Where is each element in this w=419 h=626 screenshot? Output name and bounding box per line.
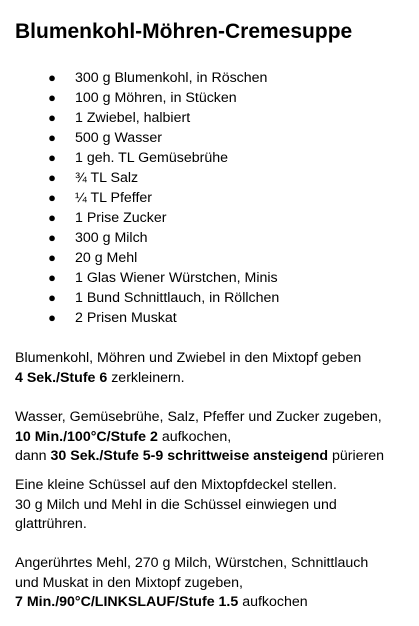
ingredient-text: 1 Zwiebel, halbiert xyxy=(75,110,191,126)
recipe-title: Blumenkohl-Möhren-Cremesuppe xyxy=(15,20,353,43)
bullet-icon: ● xyxy=(48,250,56,265)
step-2-paragraph xyxy=(15,408,384,467)
step-2-line-1: Wasser, Gemüsebrühe, Salz, Pfeffer und Zucker zugeben, xyxy=(15,409,382,425)
step-3-line-2: 30 g Milch und Mehl in die Schüssel einwiegen und xyxy=(15,496,337,513)
step-2-setting-1: 10 Min./100°C/Stufe 2 xyxy=(15,428,158,445)
bullet-icon: ● xyxy=(48,110,56,125)
bullet-icon: ● xyxy=(48,210,56,225)
ingredient-text: 1 Bund Schnittlauch, in Röllchen xyxy=(75,290,280,306)
bullet-icon: ● xyxy=(48,130,56,145)
step-3-line-3: glattrühren. xyxy=(15,516,87,532)
bullet-icon: ● xyxy=(48,90,56,105)
step-2-setting-2: 30 Sek./Stufe 5-9 schrittweise ansteigend xyxy=(50,448,329,464)
step-4-line-3 xyxy=(15,593,368,613)
step-4-action: aufkochen xyxy=(238,594,308,610)
step-4-line-2: und Muskat in den Mixtopf zugeben, xyxy=(15,574,243,591)
bullet-icon: ● xyxy=(48,150,56,165)
step-2-action-2: pürieren xyxy=(328,448,385,464)
bullet-icon: ● xyxy=(48,270,56,285)
ingredient-text: 300 g Milch xyxy=(75,230,148,246)
ingredient-text: 1 Glas Wiener Würstchen, Minis xyxy=(75,270,278,286)
step-1-line-2 xyxy=(15,369,361,389)
step-1-paragraph xyxy=(15,349,361,388)
ingredient-text: 20 g Mehl xyxy=(75,250,138,266)
bullet-icon: ● xyxy=(48,170,56,185)
bullet-icon: ● xyxy=(48,310,56,325)
step-2-line-2 xyxy=(15,428,384,448)
ingredient-text: 300 g Blumenkohl, in Röschen xyxy=(75,70,268,86)
bullet-icon: ● xyxy=(48,290,56,305)
step-1-action: zerkleinern. xyxy=(107,369,185,386)
ingredient-text: 500 g Wasser xyxy=(75,130,163,146)
step-2-prefix: dann xyxy=(15,448,51,464)
step-1-line-1: Blumenkohl, Möhren und Zwiebel in den Mixtopf geben xyxy=(15,350,362,366)
ingredient-text: ¾ TL Salz xyxy=(75,170,139,186)
ingredient-text: 1 geh. TL Gemüsebrühe xyxy=(75,150,229,166)
step-1-setting: 4 Sek./Stufe 6 xyxy=(15,369,108,386)
step-2-action-1: aufkochen, xyxy=(157,428,232,445)
ingredient-text: ¼ TL Pfeffer xyxy=(75,190,153,206)
ingredient-text: 1 Prise Zucker xyxy=(75,210,167,226)
step-4-paragraph xyxy=(15,554,368,613)
bullet-icon: ● xyxy=(48,70,56,85)
step-3-line-1: Eine kleine Schüssel auf den Mixtopfdeckel stellen. xyxy=(15,477,337,493)
step-4-setting: 7 Min./90°C/LINKSLAUF/Stufe 1.5 xyxy=(15,594,239,610)
ingredient-text: 100 g Möhren, in Stücken xyxy=(75,90,237,106)
bullet-icon: ● xyxy=(48,190,56,205)
step-2-line-3 xyxy=(15,447,384,467)
ingredient-text: 2 Prisen Muskat xyxy=(75,310,177,326)
step-3-paragraph xyxy=(15,476,337,535)
bullet-icon: ● xyxy=(48,230,56,245)
step-4-line-1: Angerührtes Mehl, 270 g Milch, Würstchen, Schnittlauch xyxy=(15,555,369,571)
